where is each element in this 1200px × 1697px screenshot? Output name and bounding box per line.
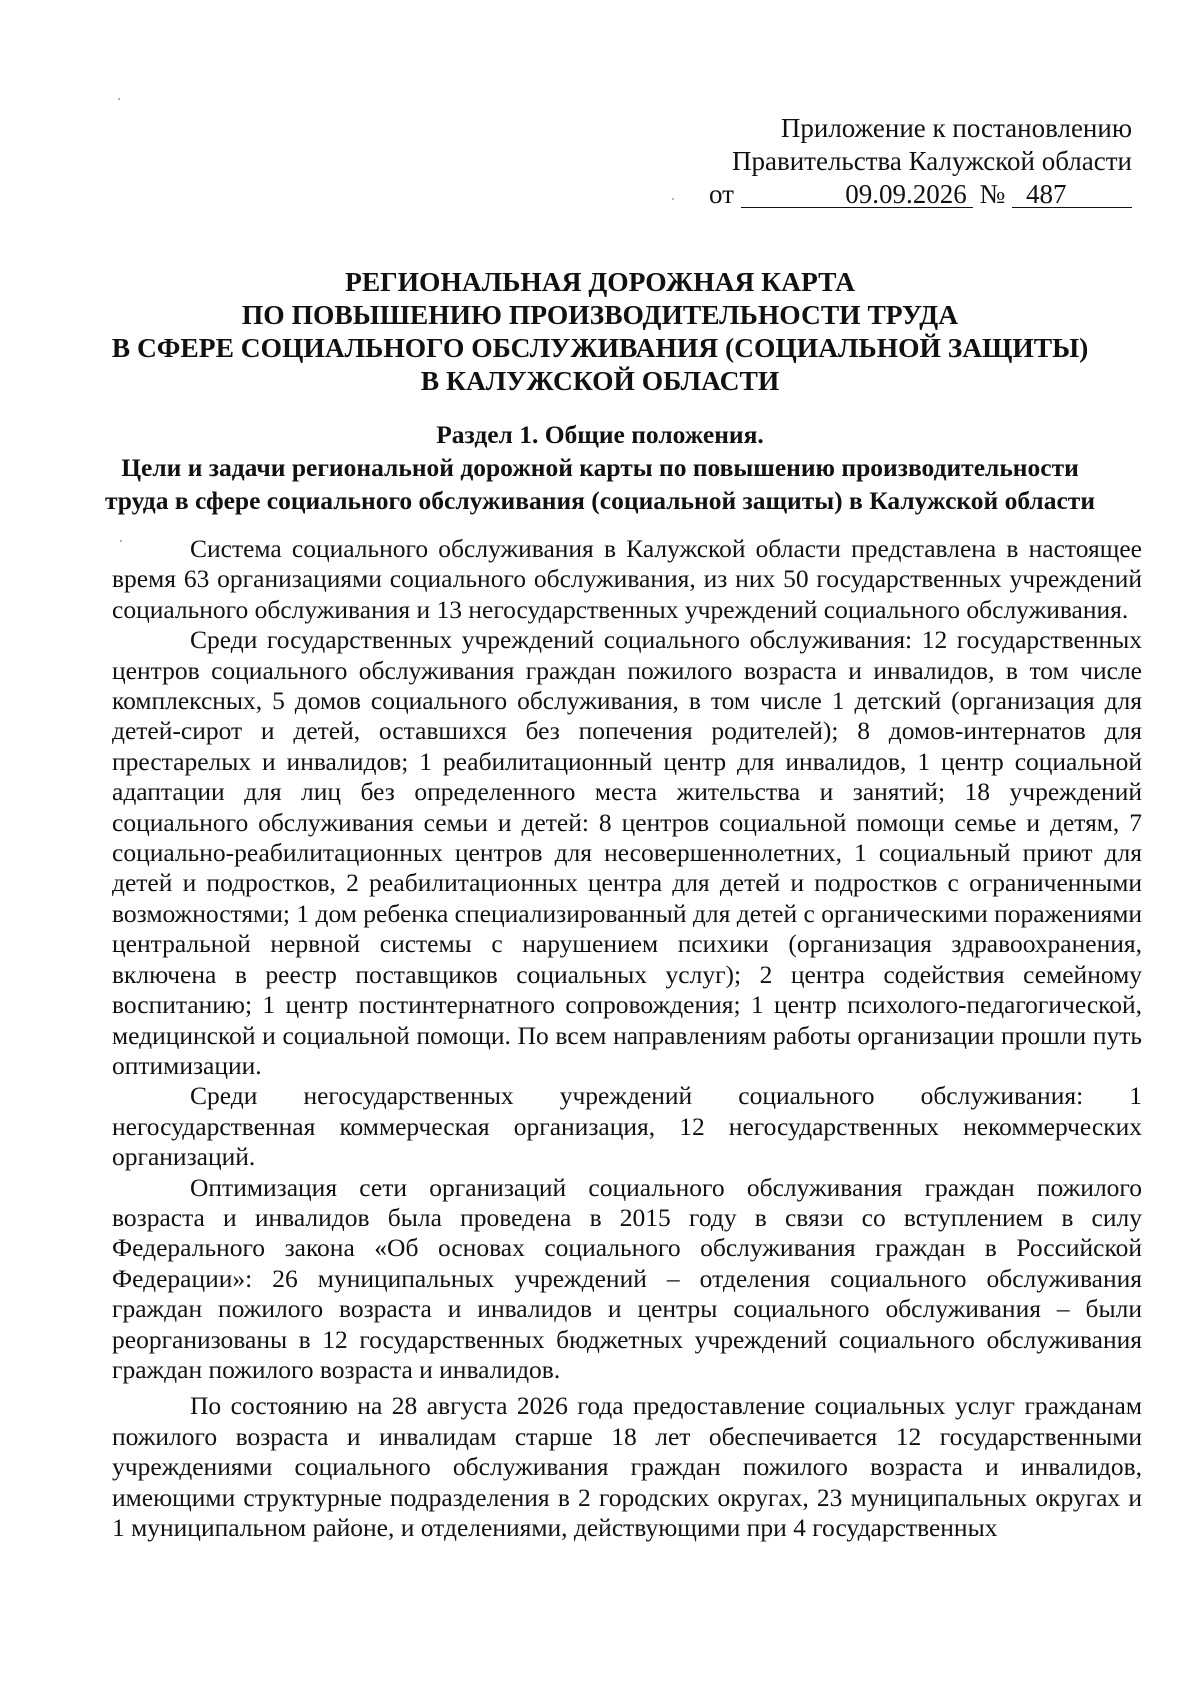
number-label: № <box>979 179 1006 209</box>
decree-date-number-line <box>709 178 1132 211</box>
decree-date: 09.09.2026 <box>741 181 973 208</box>
paragraph-1: Система социального обслуживания в Калужской области представлена в настоящее время 63 организациями социального обслуживания, из них 50 государственных учреждений социального обслуживания и 13 негосударственных учреждений социального обслуживания. <box>112 534 1142 624</box>
paragraph-4: Оптимизация сети организаций социального обслуживания граждан пожилого возраста и инвалидов была проведена в 2015 году в связи со вступлением в силу Федерального закона «Об основах социального обслуживания граждан в Российской Федерации»: 26 муниципальных учреждений – отделения социального обслуживания граждан пожилого возраста и инвалидов и центры социального обслуживания – были реорганизованы в 12 государственных бюджетных учреждений социального обслуживания граждан пожилого возраста и инвалидов. <box>112 1172 1142 1384</box>
document-title <box>0 265 1200 397</box>
section-heading <box>0 418 1200 517</box>
appendix-header <box>709 112 1132 211</box>
scan-speck <box>672 198 674 200</box>
title-line-3: В СФЕРЕ СОЦИАЛЬНОГО ОБСЛУЖИВАНИЯ (СОЦИАЛЬНОЙ ЗАЩИТЫ) <box>111 332 1089 363</box>
title-line-2: ПО ПОВЫШЕНИЮ ПРОИЗВОДИТЕЛЬНОСТИ ТРУДА <box>241 299 959 330</box>
title-line-1: РЕГИОНАЛЬНАЯ ДОРОЖНАЯ КАРТА <box>345 266 855 297</box>
decree-number: 487 <box>1012 181 1132 208</box>
scan-speck <box>118 98 120 100</box>
from-label: от <box>709 179 734 209</box>
section-heading-line-1: Раздел 1. Общие положения. <box>436 420 764 449</box>
paragraph-5: По состоянию на 28 августа 2026 года предоставление социальных услуг гражданам пожилого возраста и инвалидам старше 18 лет обеспечивается 12 государственными учреждениями социального обслуживания граждан пожилого возраста и инвалидов, имеющими структурные подразделения в 2 городских округах, 23 муниципальных округах и 1 муниципальном районе, и отделениями, действующими при 4 государственных <box>112 1391 1142 1542</box>
document-body <box>112 534 1142 1543</box>
section-heading-line-2: Цели и задачи региональной дорожной карты по повышению производительности <box>121 453 1079 482</box>
paragraph-2: Среди государственных учреждений социального обслуживания: 12 государственных центров социального обслуживания граждан пожилого возраста и инвалидов, в том числе комплексных, 5 домов социального обслуживания, в том числе 1 детский (организация для детей-сирот и детей, оставшихся без попечения родителей); 8 домов-интернатов для престарелых и инвалидов; 1 реабилитационный центр для инвалидов, 1 центр социальной адаптации для лиц без определенного места жительства и занятий; 18 учреждений социального обслуживания семьи и детей: 8 центров социальной помощи семье и детям, 7 социально-реабилитационных центров для несовершеннолетних, 1 социальный приют для детей и подростков, 2 реабилитационных центра для детей и подростков с ограниченными возможностями; 1 дом ребенка специализированный для детей с органическими поражениями центральной нервной системы с нарушением психики (организация здравоохранения, включена в реестр поставщиков социальных услуг); 2 центра содействия семейному воспитанию; 1 центр постинтернатного сопровождения; 1 центр психолого-педагогической, медицинской и социальной помощи. По всем направлениям работы организации прошли путь оптимизации. <box>112 625 1142 1080</box>
section-heading-line-3: труда в сфере социального обслуживания (социальной защиты) в Калужской области <box>104 486 1096 515</box>
appendix-line-2: Правительства Калужской области <box>731 146 1132 176</box>
scan-speck <box>120 540 122 542</box>
title-line-4: В КАЛУЖСКОЙ ОБЛАСТИ <box>420 365 780 396</box>
appendix-line-1: Приложение к постановлению <box>780 113 1132 143</box>
paragraph-3: Среди негосударственных учреждений социального обслуживания: 1 негосударственная коммерческая организация, 12 негосударственных некоммерческих организаций. <box>112 1081 1142 1172</box>
